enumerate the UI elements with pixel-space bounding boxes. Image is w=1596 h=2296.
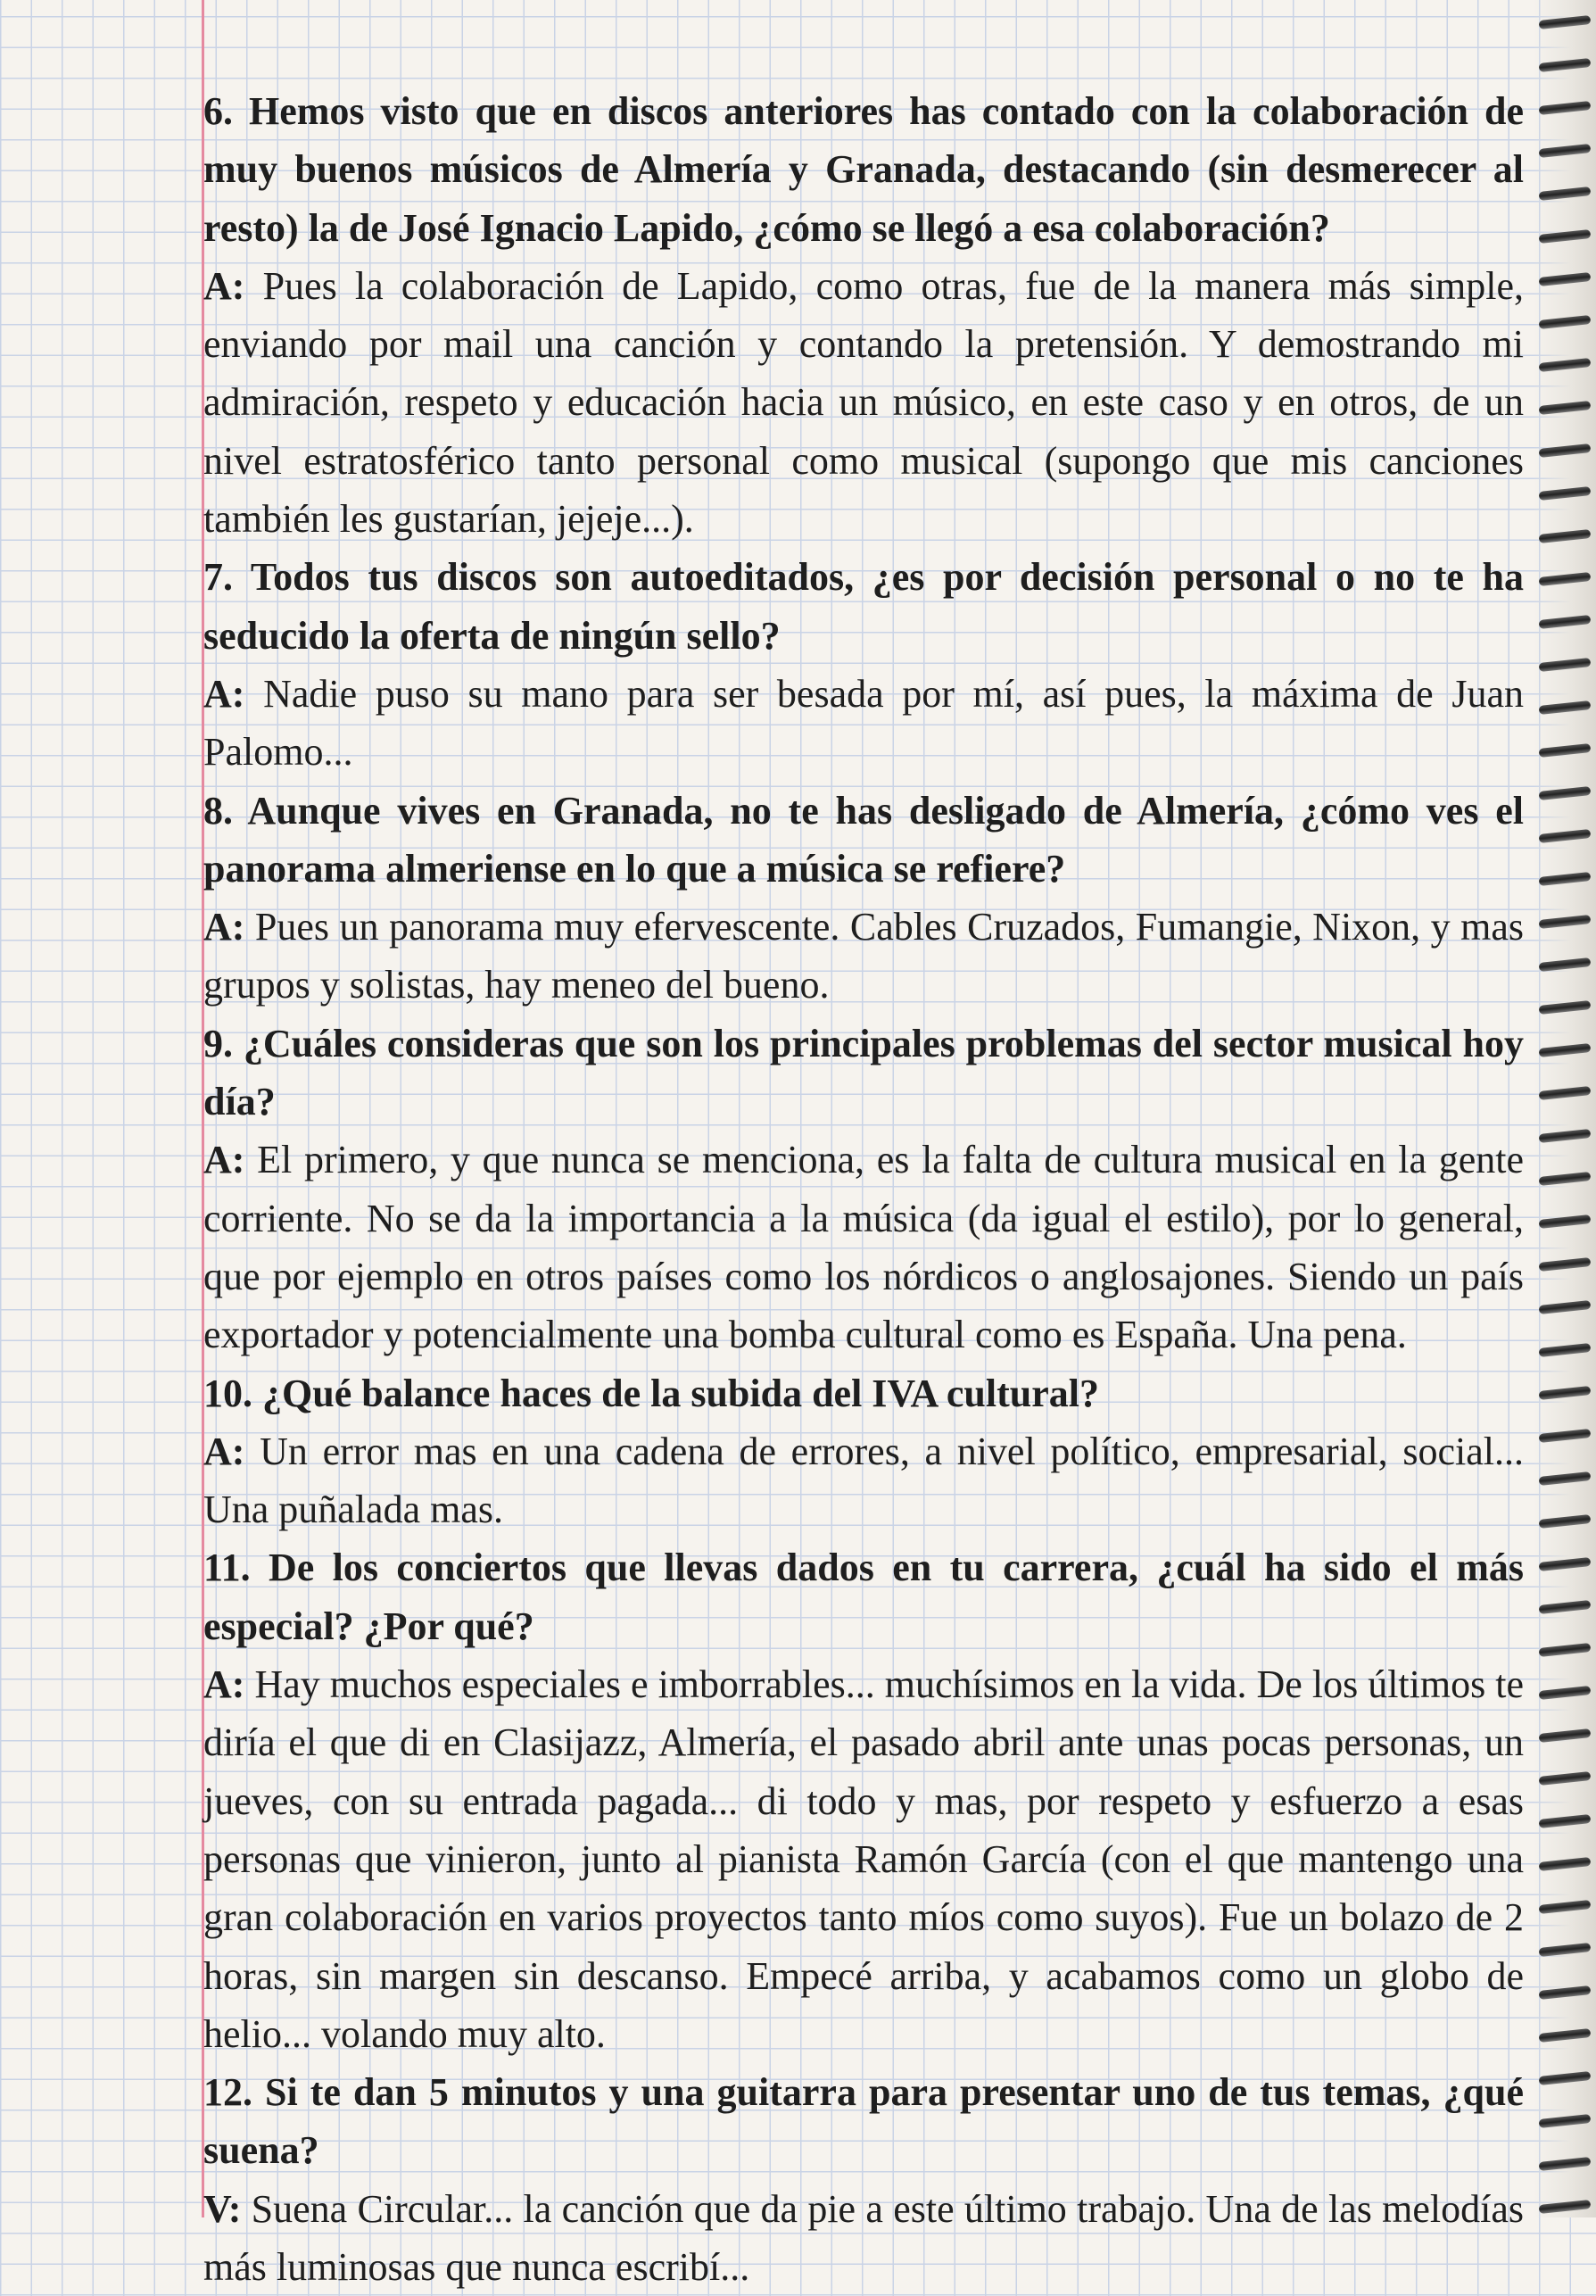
answer-label: A: bbox=[203, 1138, 245, 1182]
spiral-ring bbox=[1539, 1900, 1592, 1914]
spiral-ring bbox=[1539, 572, 1592, 586]
spiral-ring bbox=[1539, 1643, 1592, 1657]
answer-text: Hay muchos especiales e imborrables... muchísimos en la vida. De los últimos te diría el que di en Clasijazz, Almería, el pasado abril ante unas pocas personas, un jueves, con su entrada pagada... di todo y mas, por respeto y esfuerzo a esas personas que vinieron, junto al pianista Ramón García (con el que mantengo una gran colaboración en varios proyectos tanto míos como suyos). Fue un bolazo de 2 horas, sin margen sin descanso. Empecé arriba, y acabamos como un globo de helio... volando muy alto. bbox=[203, 1662, 1524, 2056]
spiral-ring bbox=[1539, 1728, 1592, 1743]
spiral-ring bbox=[1539, 1000, 1592, 1015]
spiral-ring bbox=[1539, 1771, 1592, 1786]
spiral-binding bbox=[1534, 0, 1596, 2217]
spiral-ring bbox=[1539, 1386, 1592, 1400]
question-10: 10. ¿Qué balance haces de la subida del IVA cultural? bbox=[203, 1371, 1099, 1415]
spiral-ring bbox=[1539, 272, 1592, 286]
spiral-ring bbox=[1539, 1129, 1592, 1143]
spiral-ring bbox=[1539, 615, 1592, 629]
answer-9 bbox=[203, 1131, 1524, 1364]
question-7: 7. Todos tus discos son autoeditados, ¿es por decisión personal o no te ha seducido la oferta de ningún sello? bbox=[203, 555, 1524, 658]
spiral-ring bbox=[1539, 2071, 1592, 2085]
answer-text: Pues la colaboración de Lapido, como otras, fue de la manera más simple, enviando por mail una canción y contando la pretensión. Y demostrando mi admiración, respeto y educación hacia un músico, en este caso y en otros, de un nivel estratosférico tanto personal como musical (supongo que mis canciones también les gustarían, jejeje...). bbox=[203, 263, 1524, 542]
question-6: 6. Hemos visto que en discos anteriores has contado con la colaboración de muy buenos músicos de Almería y Granada, destacando (sin desmerecer al resto) la de José Ignacio Lapido, ¿cómo se llegó a esa colaboración? bbox=[203, 89, 1524, 250]
spiral-ring bbox=[1539, 1300, 1592, 1314]
spiral-ring bbox=[1539, 1257, 1592, 1272]
spiral-ring bbox=[1539, 1514, 1592, 1529]
spiral-ring bbox=[1539, 486, 1592, 501]
spiral-ring bbox=[1539, 1343, 1592, 1357]
spiral-ring bbox=[1539, 229, 1592, 244]
spiral-ring bbox=[1539, 872, 1592, 886]
spiral-ring bbox=[1539, 358, 1592, 372]
spiral-ring bbox=[1539, 829, 1592, 843]
answer-12 bbox=[203, 2180, 1524, 2296]
answer-text: Suena Circular... la canción que da pie a este último trabajo. Una de las melodías más luminosas que nunca escribí... bbox=[203, 2186, 1524, 2289]
spiral-ring bbox=[1539, 786, 1592, 800]
question-9: 9. ¿Cuáles consideras que son los principales problemas del sector musical hoy día? bbox=[203, 1021, 1524, 1124]
answer-text: Un error mas en una cadena de errores, a nivel político, empresarial, social... Una puñalada mas. bbox=[203, 1429, 1524, 1532]
question-8: 8. Aunque vives en Granada, no te has desligado de Almería, ¿cómo ves el panorama almeriense en lo que a música se refiere? bbox=[203, 788, 1524, 891]
spiral-ring bbox=[1539, 743, 1592, 758]
spiral-ring bbox=[1539, 1857, 1592, 1871]
spiral-ring bbox=[1539, 2114, 1592, 2128]
spiral-ring bbox=[1539, 658, 1592, 672]
answer-6 bbox=[203, 257, 1524, 548]
spiral-ring bbox=[1539, 1686, 1592, 1700]
spiral-ring bbox=[1539, 1985, 1592, 2000]
answer-text: Pues un panorama muy efervescente. Cables Cruzados, Fumangie, Nixon, y mas grupos y solistas, hay meneo del bueno. bbox=[203, 905, 1524, 1007]
answer-label: V: bbox=[203, 2186, 242, 2231]
answer-label: A: bbox=[203, 1662, 245, 1707]
spiral-ring bbox=[1539, 401, 1592, 415]
spiral-ring bbox=[1539, 15, 1592, 29]
spiral-ring bbox=[1539, 1214, 1592, 1229]
spiral-ring bbox=[1539, 957, 1592, 972]
answer-label: A: bbox=[203, 263, 245, 308]
answer-text: Nadie puso su mano para ser besada por mí, así pues, la máxima de Juan Palomo... bbox=[203, 671, 1524, 775]
spiral-ring bbox=[1539, 101, 1592, 115]
spiral-ring bbox=[1539, 443, 1592, 458]
spiral-ring bbox=[1539, 1943, 1592, 1957]
spiral-ring bbox=[1539, 2028, 1592, 2043]
spiral-ring bbox=[1539, 2200, 1592, 2214]
spiral-ring bbox=[1539, 315, 1592, 329]
interview-text bbox=[203, 82, 1524, 2296]
spiral-ring bbox=[1539, 1043, 1592, 1057]
answer-7 bbox=[203, 665, 1524, 782]
spiral-ring bbox=[1539, 1557, 1592, 1571]
spiral-ring bbox=[1539, 1086, 1592, 1100]
spiral-ring bbox=[1539, 2157, 1592, 2171]
spiral-ring bbox=[1539, 700, 1592, 715]
answer-10 bbox=[203, 1422, 1524, 1539]
spiral-ring bbox=[1539, 144, 1592, 158]
spiral-ring bbox=[1539, 58, 1592, 72]
spiral-ring bbox=[1539, 1814, 1592, 1828]
spiral-ring bbox=[1539, 1429, 1592, 1443]
question-11: 11. De los conciertos que llevas dados en tu carrera, ¿cuál ha sido el más especial? ¿Por qué? bbox=[203, 1546, 1524, 1648]
answer-label: A: bbox=[203, 671, 245, 716]
answer-text: El primero, y que nunca se menciona, es la falta de cultura musical en la gente corriente. No se da la importancia a la música (da igual el estilo), por lo general, que por ejemplo en otros países como los nórdicos o anglosajones. Siendo un país exportador y potencialmente una bomba cultural como es España. Una pena. bbox=[203, 1138, 1524, 1357]
spiral-ring bbox=[1539, 529, 1592, 543]
spiral-ring bbox=[1539, 1172, 1592, 1186]
spiral-ring bbox=[1539, 915, 1592, 929]
question-12: 12. Si te dan 5 minutos y una guitarra para presentar uno de tus temas, ¿qué suena? bbox=[203, 2070, 1524, 2173]
answer-label: A: bbox=[203, 905, 245, 949]
answer-8 bbox=[203, 898, 1524, 1015]
spiral-ring bbox=[1539, 186, 1592, 201]
spiral-ring bbox=[1539, 1471, 1592, 1486]
answer-label: A: bbox=[203, 1429, 245, 1473]
answer-11 bbox=[203, 1655, 1524, 2063]
spiral-ring bbox=[1539, 1600, 1592, 1614]
